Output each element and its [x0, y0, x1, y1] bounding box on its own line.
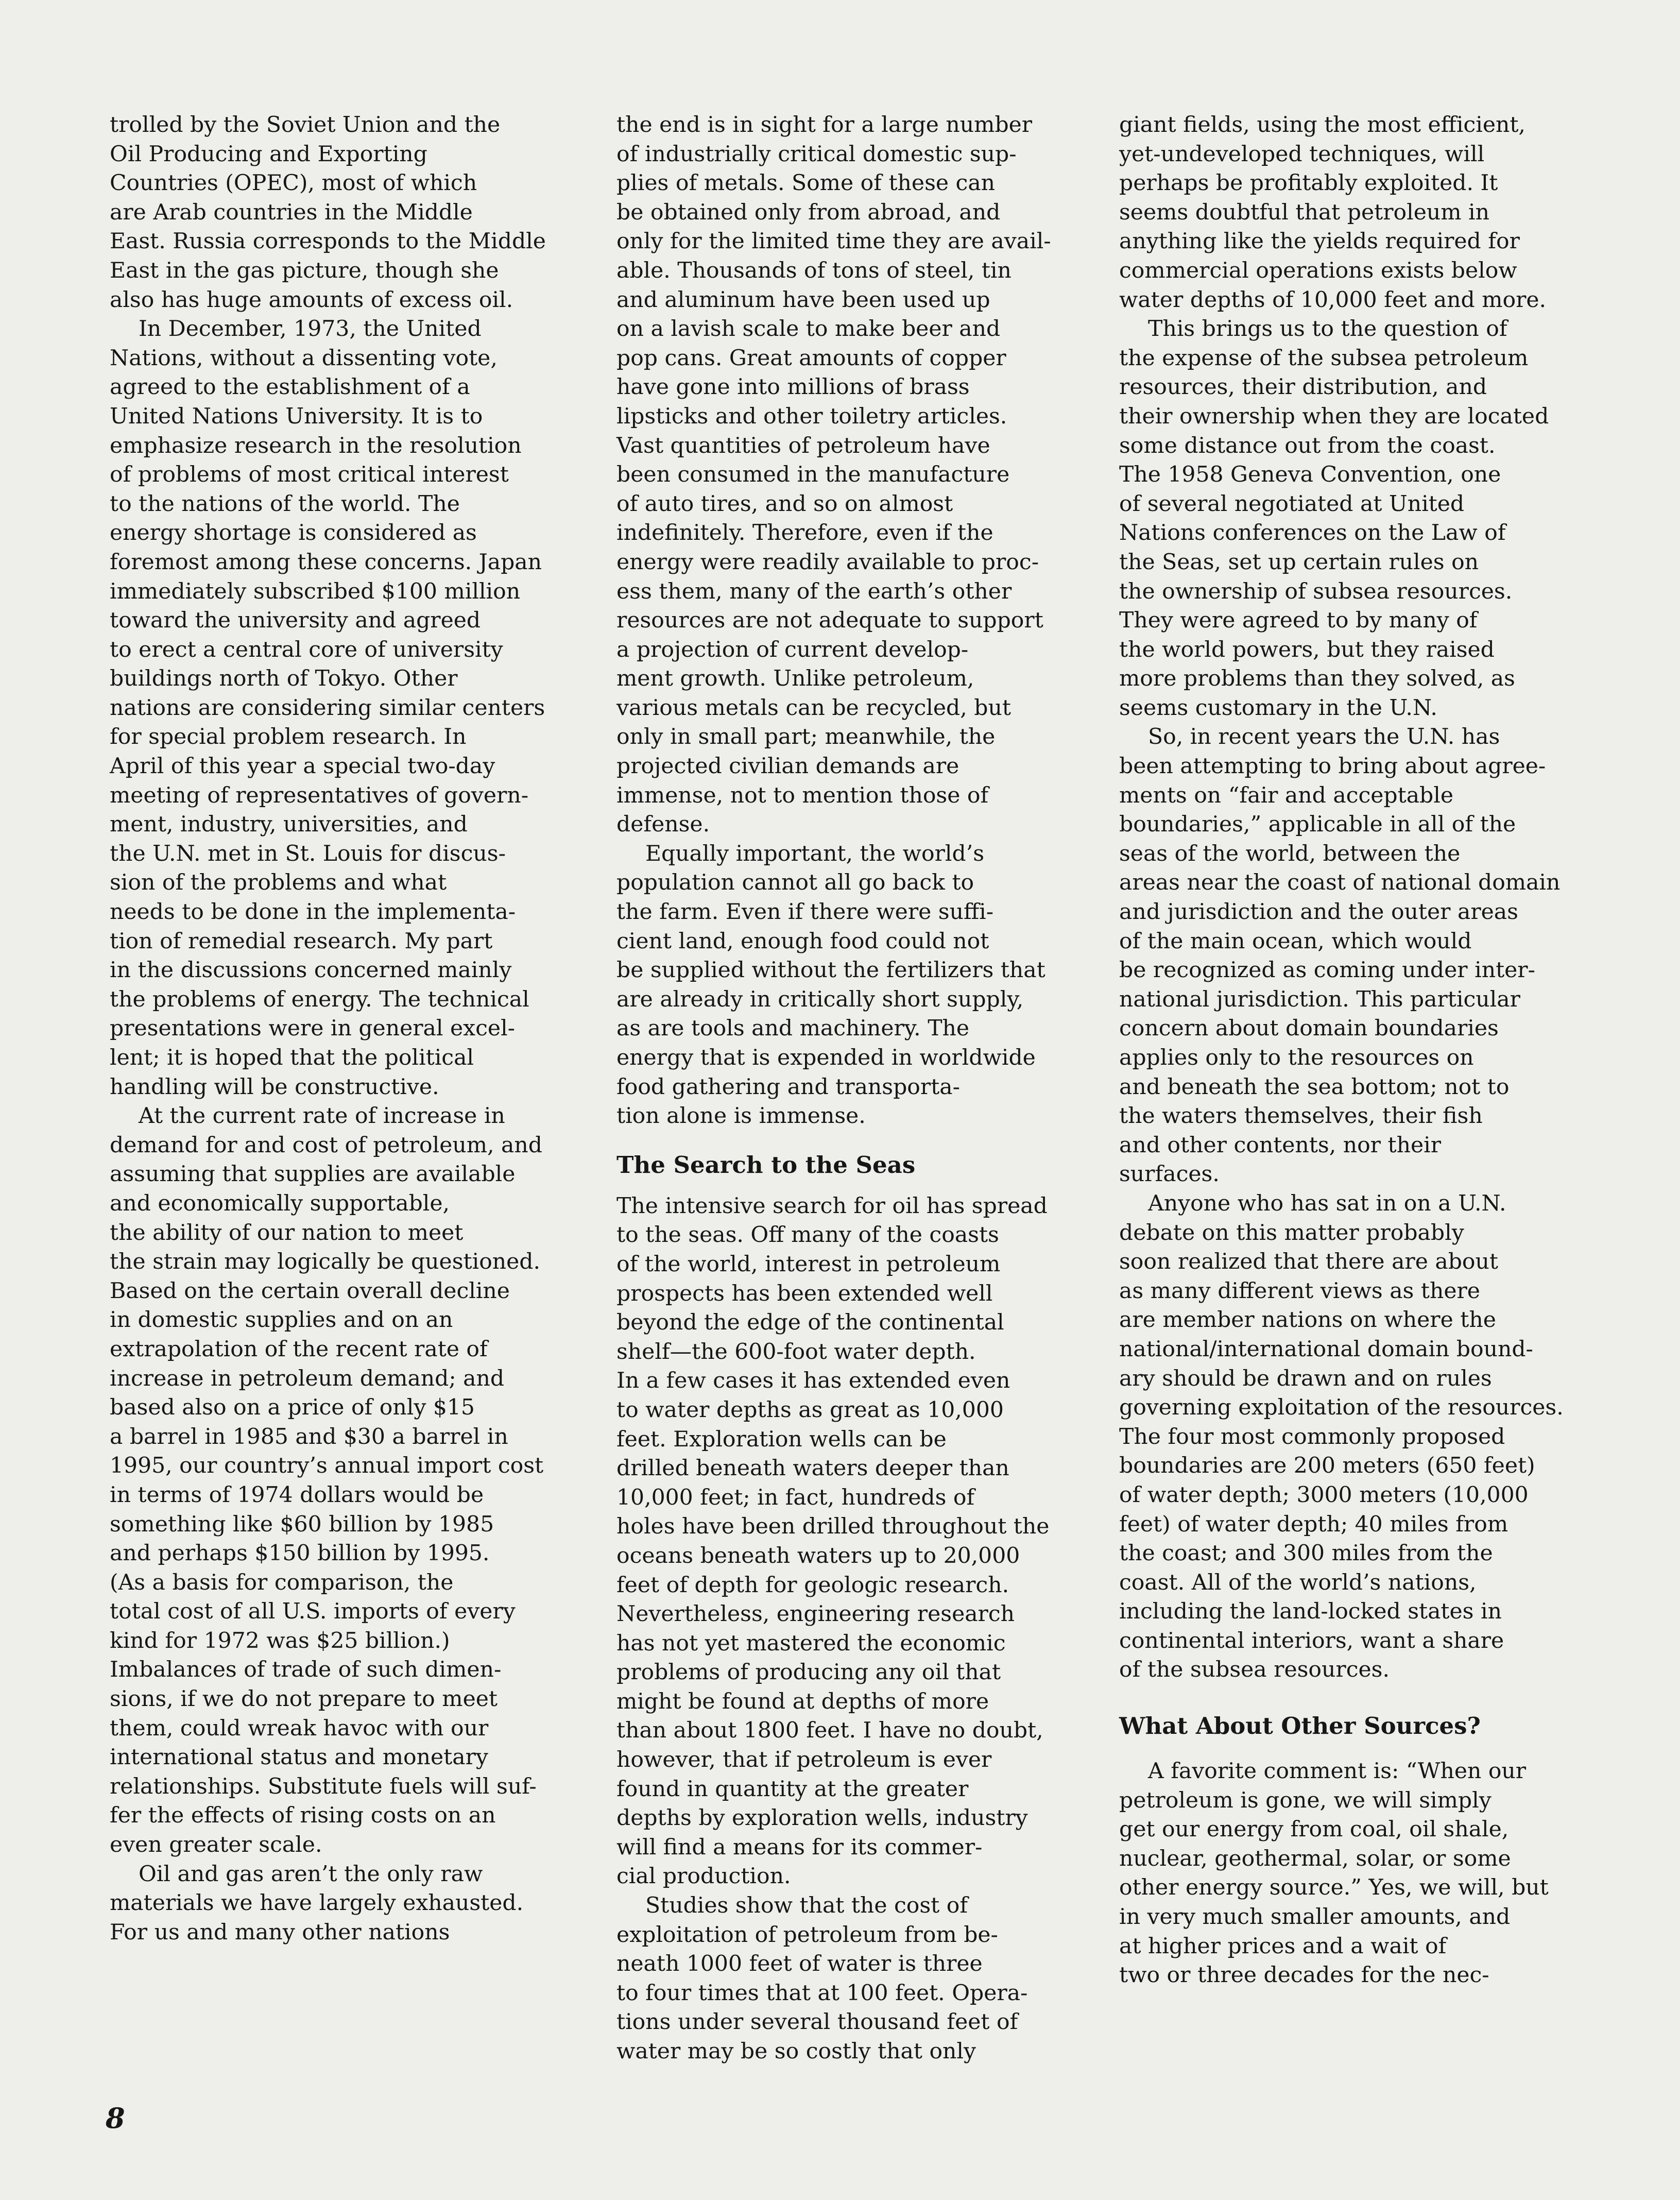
paragraph — [616, 1192, 1080, 1891]
text-line: fer the effects of rising costs on an — [110, 1803, 496, 1829]
text-line: tions under several thousand feet of — [616, 2009, 1018, 2035]
text-line: Anyone who has sat in on a U.N. — [1148, 1190, 1506, 1216]
text-line: of problems of most critical interest — [110, 462, 509, 488]
text-line: as many different views as there — [1119, 1278, 1480, 1304]
text-line: the farm. Even if there were suffi- — [616, 899, 994, 925]
text-line: be supplied without the fertilizers that — [616, 958, 1045, 983]
text-line: soon realized that there are about — [1119, 1249, 1498, 1275]
paragraph — [110, 111, 573, 315]
text-line: 10,000 feet; in fact, hundreds of — [616, 1485, 975, 1510]
text-line: petroleum is gone, we will simply — [1119, 1787, 1492, 1813]
text-line: than about 1800 feet. I have no doubt, — [616, 1718, 1043, 1744]
text-line: toward the university and agreed — [110, 608, 481, 634]
text-line: cial production. — [616, 1864, 791, 1889]
text-line: and jurisdiction and the outer areas — [1119, 899, 1518, 925]
text-line: lent; it is hoped that the political — [110, 1045, 474, 1070]
text-line: energy that is expended in worldwide — [616, 1045, 1036, 1070]
text-line: in terms of 1974 dollars would be — [110, 1482, 484, 1508]
text-line: assuming that supplies are available — [110, 1162, 516, 1187]
text-line: coast. All of the world’s nations, — [1119, 1570, 1477, 1595]
text-line: They were agreed to by many of — [1119, 608, 1478, 634]
text-line: Nations conferences on the Law of — [1119, 520, 1506, 546]
text-line: continental interiors, want a share — [1119, 1628, 1504, 1653]
text-line: of the world, interest in petroleum — [616, 1251, 1001, 1277]
text-line: resources are not adequate to support — [616, 608, 1043, 634]
text-line: A favorite comment is: “When our — [1148, 1759, 1527, 1784]
text-line: commercial operations exists below — [1119, 258, 1517, 283]
paragraph — [616, 840, 1080, 1131]
text-line: exploitation of petroleum from be- — [616, 1922, 998, 1948]
text-line: neath 1000 feet of water is three — [616, 1951, 983, 1977]
text-line: emphasize research in the resolution — [110, 433, 522, 458]
text-line: and other contents, nor their — [1119, 1132, 1442, 1158]
text-line: been consumed in the manufacture — [616, 462, 1010, 488]
text-line: and aluminum have been used up — [616, 287, 990, 313]
text-line: to the nations of the world. The — [110, 491, 460, 517]
text-line: of auto tires, and so on almost — [616, 491, 953, 517]
text-line: governing exploitation of the resources. — [1119, 1395, 1564, 1421]
text-line: some distance out from the coast. — [1119, 433, 1496, 458]
text-line: a projection of current develop- — [616, 637, 969, 662]
text-line: Oil Producing and Exporting — [110, 141, 427, 167]
paragraph — [110, 1102, 573, 1860]
text-line: get our energy from coal, oil shale, — [1119, 1817, 1509, 1843]
text-line: shelf—the 600-foot water depth. — [616, 1339, 976, 1365]
text-line: of water depth; 3000 meters (10,000 — [1119, 1482, 1529, 1508]
text-line: The intensive search for oil has spread — [616, 1193, 1048, 1219]
text-line: food gathering and transporta- — [616, 1074, 960, 1100]
paragraph — [1119, 1757, 1583, 1990]
text-line: East in the gas picture, though she — [110, 258, 499, 283]
text-line: ess them, many of the earth’s other — [616, 578, 1012, 604]
text-line: various metals can be recycled, but — [616, 695, 1011, 721]
text-line: national/international domain bound- — [1119, 1336, 1533, 1362]
text-line: For us and many other nations — [110, 1919, 450, 1945]
text-line: In December, 1973, the United — [139, 316, 482, 342]
text-line: foremost among these concerns. Japan — [110, 549, 542, 575]
text-line: depths by exploration wells, industry — [616, 1805, 1028, 1831]
text-line: and economically supportable, — [110, 1190, 450, 1216]
text-line: Equally important, the world’s — [645, 841, 985, 866]
page-number: 8 — [106, 2102, 125, 2135]
text-line: are member nations on where the — [1119, 1307, 1496, 1333]
text-line: be recognized as coming under inter- — [1119, 958, 1535, 983]
text-line: the Seas, set up certain rules on — [1119, 549, 1479, 575]
text-line: At the current rate of increase in — [139, 1103, 505, 1129]
text-line: debate on this matter probably — [1119, 1220, 1464, 1246]
text-line: The four most commonly proposed — [1119, 1424, 1505, 1449]
paragraph — [616, 111, 1080, 840]
text-line: plies of metals. Some of these can — [616, 170, 996, 196]
text-line: and perhaps $150 billion by 1995. — [110, 1541, 490, 1566]
text-line: Nations, without a dissenting vote, — [110, 345, 498, 371]
text-line: are Arab countries in the Middle — [110, 199, 473, 225]
text-line: the end is in sight for a large number — [616, 112, 1033, 138]
section-heading: The Search to the Seas — [616, 1151, 916, 1179]
paragraph — [1119, 1189, 1583, 1685]
text-line: boundaries,” applicable in all of the — [1119, 812, 1516, 838]
text-line: (As a basis for comparison, the — [110, 1570, 454, 1595]
text-line: seas of the world, between the — [1119, 841, 1461, 866]
text-line: The 1958 Geneva Convention, one — [1119, 462, 1501, 488]
paragraph — [1119, 315, 1583, 723]
text-line: extrapolation of the recent rate of — [110, 1336, 488, 1362]
text-line: East. Russia corresponds to the Middle — [110, 229, 546, 254]
text-column-left — [110, 111, 573, 1947]
text-line: pop cans. Great amounts of copper — [616, 345, 1006, 371]
text-line: ment, industry, universities, and — [110, 812, 468, 838]
text-line: presentations were in general excel- — [110, 1016, 516, 1042]
text-line: energy were readily available to proc- — [616, 549, 1039, 575]
text-line: based also on a price of only $15 — [110, 1395, 475, 1421]
text-line: has not yet mastered the economic — [616, 1630, 1006, 1656]
text-line: international status and monetary — [110, 1745, 488, 1770]
text-line: projected civilian demands are — [616, 754, 959, 779]
text-line: agreed to the establishment of a — [110, 374, 470, 400]
text-line: to four times that at 100 feet. Opera- — [616, 1980, 1028, 2006]
text-line: the world powers, but they raised — [1119, 637, 1495, 662]
section-heading: What About Other Sources? — [1119, 1712, 1481, 1740]
text-line: sion of the problems and what — [110, 870, 447, 896]
text-line: at higher prices and a wait of — [1119, 1933, 1447, 1959]
text-line: something like $60 billion by 1985 — [110, 1511, 494, 1537]
text-line: to erect a central core of university — [110, 637, 503, 662]
text-line: materials we have largely exhausted. — [110, 1890, 524, 1916]
text-line: defense. — [616, 812, 710, 838]
text-line: indefinitely. Therefore, even if the — [616, 520, 993, 546]
text-line: immediately subscribed $100 million — [110, 578, 521, 604]
text-line: in the discussions concerned mainly — [110, 958, 512, 983]
text-line: the ability of our nation to meet — [110, 1220, 464, 1246]
text-line: on a lavish scale to make beer and — [616, 316, 1001, 342]
text-line: needs to be done in the implementa- — [110, 899, 516, 925]
text-line: more problems than they solved, as — [1119, 666, 1515, 692]
text-line: increase in petroleum demand; and — [110, 1366, 505, 1391]
paragraph — [110, 315, 573, 1102]
text-line: their ownership when they are located — [1119, 403, 1549, 429]
text-line: of several negotiated at United — [1119, 491, 1465, 517]
text-line: areas near the coast of national domain — [1119, 870, 1561, 896]
text-line: In a few cases it has extended even — [616, 1368, 1010, 1394]
text-line: of industrially critical domestic sup- — [616, 141, 1017, 167]
text-line: as are tools and machinery. The — [616, 1016, 970, 1042]
text-line: beyond the edge of the continental — [616, 1310, 1004, 1336]
text-line: them, could wreak havoc with our — [110, 1715, 489, 1741]
text-line: in very much smaller amounts, and — [1119, 1904, 1511, 1930]
text-line: So, in recent years the U.N. has — [1148, 724, 1500, 750]
paragraph — [110, 1860, 573, 1948]
text-line: in domestic supplies and on an — [110, 1307, 453, 1333]
text-line: Based on the certain overall decline — [110, 1278, 510, 1304]
text-line: might be found at depths of more — [616, 1689, 989, 1714]
text-line: able. Thousands of tons of steel, tin — [616, 258, 1012, 283]
text-line: and beneath the sea bottom; not to — [1119, 1074, 1510, 1100]
text-line: applies only to the resources on — [1119, 1045, 1474, 1070]
text-line: Nevertheless, engineering research — [616, 1601, 1015, 1627]
text-line: cient land, enough food could not — [616, 928, 989, 954]
text-line: tion of remedial research. My part — [110, 928, 493, 954]
text-line: lipsticks and other toiletry articles. — [616, 403, 1007, 429]
text-line: ment growth. Unlike petroleum, — [616, 666, 974, 692]
text-line: prospects has been extended well — [616, 1281, 993, 1306]
text-line: of the main ocean, which would — [1119, 928, 1472, 954]
text-line: nuclear, geothermal, solar, or some — [1119, 1846, 1511, 1871]
text-line: will find a means for its commer- — [616, 1834, 983, 1860]
text-line: the waters themselves, their fish — [1119, 1103, 1483, 1129]
text-line: however, that if petroleum is ever — [616, 1747, 992, 1773]
text-line: energy shortage is considered as — [110, 520, 477, 546]
text-line: the expense of the subsea petroleum — [1119, 345, 1529, 371]
text-line: other energy source.” Yes, we will, but — [1119, 1875, 1549, 1901]
text-line: even greater scale. — [110, 1832, 322, 1858]
text-line: national jurisdiction. This particular — [1119, 986, 1520, 1012]
text-line: handling will be constructive. — [110, 1074, 439, 1100]
text-line: the strain may logically be questioned. — [110, 1249, 541, 1275]
paragraph — [1119, 723, 1583, 1189]
text-line: This brings us to the question of — [1148, 316, 1507, 342]
text-line: found in quantity at the greater — [616, 1776, 969, 1802]
text-line: been attempting to bring about agree- — [1119, 754, 1546, 779]
text-line: resources, their distribution, and — [1119, 374, 1487, 400]
text-line: Vast quantities of petroleum have — [616, 433, 990, 458]
text-line: only for the limited time they are avail- — [616, 229, 1051, 254]
paragraph — [616, 1891, 1080, 2067]
text-line: for special problem research. In — [110, 724, 467, 750]
text-line: kind for 1972 was $25 billion.) — [110, 1628, 450, 1653]
text-line: immense, not to mention those of — [616, 782, 989, 808]
text-line: water may be so costly that only — [616, 2039, 976, 2064]
text-line: are already in critically short supply, — [616, 986, 1024, 1012]
text-line: surfaces. — [1119, 1162, 1220, 1187]
text-line: problems of producing any oil that — [616, 1660, 1001, 1685]
text-line: drilled beneath waters deeper than — [616, 1456, 1009, 1481]
text-line: perhaps be profitably exploited. It — [1119, 170, 1498, 196]
text-line: a barrel in 1985 and $30 a barrel in — [110, 1424, 508, 1449]
text-line: oceans beneath waters up to 20,000 — [616, 1543, 1020, 1568]
text-line: relationships. Substitute fuels will suf- — [110, 1773, 537, 1799]
text-line: feet. Exploration wells can be — [616, 1426, 947, 1452]
text-line: tion alone is immense. — [616, 1103, 866, 1129]
text-line: including the land-locked states in — [1119, 1599, 1502, 1625]
text-line: also has huge amounts of excess oil. — [110, 287, 513, 313]
text-line: have gone into millions of brass — [616, 374, 970, 400]
text-line: the problems of energy. The technical — [110, 986, 529, 1012]
text-line: two or three decades for the nec- — [1119, 1963, 1489, 1988]
text-line: yet-undeveloped techniques, will — [1119, 141, 1485, 167]
paragraph — [1119, 111, 1583, 315]
text-line: be obtained only from abroad, and — [616, 199, 1001, 225]
text-line: ments on “fair and acceptable — [1119, 782, 1453, 808]
text-line: meeting of representatives of govern- — [110, 782, 529, 808]
text-line: feet) of water depth; 40 miles from — [1119, 1511, 1508, 1537]
text-column-middle — [616, 111, 1080, 2067]
text-line: only in small part; meanwhile, the — [616, 724, 996, 750]
text-line: to the seas. Off many of the coasts — [616, 1222, 999, 1248]
text-line: total cost of all U.S. imports of every — [110, 1599, 516, 1625]
text-line: United Nations University. It is to — [110, 403, 483, 429]
text-line: population cannot all go back to — [616, 870, 974, 896]
text-line: buildings north of Tokyo. Other — [110, 666, 458, 692]
text-line: trolled by the Soviet Union and the — [110, 112, 501, 138]
text-line: Imbalances of trade of such dimen- — [110, 1657, 502, 1683]
text-line: sions, if we do not prepare to meet — [110, 1686, 498, 1712]
text-line: to water depths as great as 10,000 — [616, 1397, 1004, 1423]
text-line: anything like the yields required for — [1119, 229, 1520, 254]
text-line: giant fields, using the most efficient, — [1119, 112, 1525, 138]
text-line: feet of depth for geologic research. — [616, 1572, 1009, 1598]
text-column-right — [1119, 111, 1583, 1990]
text-line: concern about domain boundaries — [1119, 1016, 1499, 1042]
text-line: of the subsea resources. — [1119, 1657, 1390, 1683]
text-line: holes have been drilled throughout the — [616, 1514, 1050, 1540]
text-line: seems doubtful that petroleum in — [1119, 199, 1489, 225]
text-line: April of this year a special two-day — [110, 754, 495, 779]
text-line: the ownership of subsea resources. — [1119, 578, 1513, 604]
text-line: seems customary in the U.N. — [1119, 695, 1437, 721]
text-line: the coast; and 300 miles from the — [1119, 1541, 1493, 1566]
text-line: nations are considering similar centers — [110, 695, 545, 721]
text-line: the U.N. met in St. Louis for discus- — [110, 841, 506, 866]
text-line: Countries (OPEC), most of which — [110, 170, 477, 196]
text-line: 1995, our country’s annual import cost — [110, 1453, 544, 1479]
text-line: demand for and cost of petroleum, and — [110, 1132, 542, 1158]
text-line: ary should be drawn and on rules — [1119, 1366, 1492, 1391]
text-line: water depths of 10,000 feet and more. — [1119, 287, 1547, 313]
text-line: boundaries are 200 meters (650 feet) — [1119, 1453, 1535, 1479]
text-line: Studies show that the cost of — [645, 1893, 968, 1919]
text-line: Oil and gas aren’t the only raw — [139, 1861, 483, 1887]
